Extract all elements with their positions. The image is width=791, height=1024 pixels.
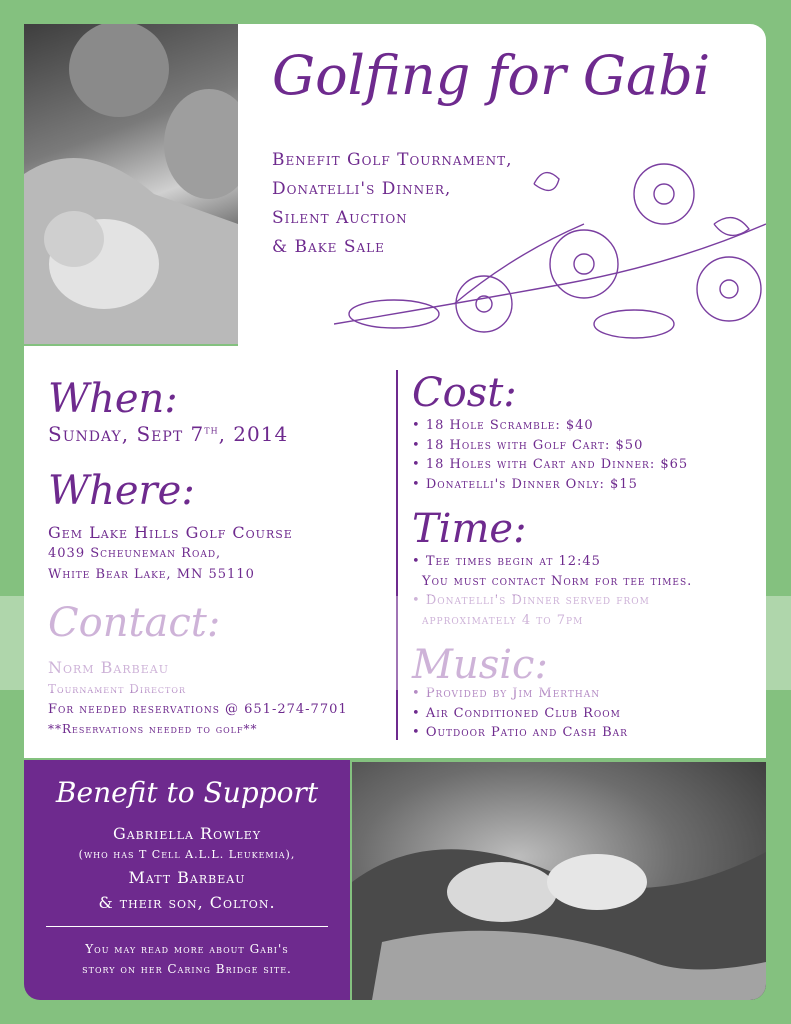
cost-item: • Donatelli's Dinner Only: $15: [412, 475, 688, 495]
date-year: , 2014: [218, 422, 289, 446]
where-heading: Where:: [48, 468, 195, 514]
baby-feet-photo: [352, 762, 766, 1000]
support-heading: Benefit to Support: [55, 776, 319, 809]
music-list: [412, 684, 628, 743]
address-line-1: 4039 Scheuneman Road,: [48, 546, 222, 561]
cost-heading: Cost:: [412, 370, 517, 416]
music-heading: Music:: [412, 642, 548, 688]
music-item: • Provided by Jim Merthan: [412, 684, 628, 704]
support-panel: [24, 760, 350, 1000]
subtitle-line: & Bake Sale: [272, 237, 385, 257]
subtitle-line: Donatelli's Dinner,: [272, 179, 452, 199]
details-panel: [24, 346, 766, 758]
time-item-continued: You must contact Norm for tee times.: [422, 573, 693, 589]
date-main: Sunday, Sept 7: [48, 422, 205, 446]
subtitle-line: Benefit Golf Tournament,: [272, 150, 513, 170]
watermark-band: [0, 596, 791, 690]
family-photo: [24, 24, 238, 344]
support-line-3: Matt Barbeau: [128, 868, 246, 887]
contact-phone: For needed reservations @ 651-274-7701: [48, 702, 348, 717]
support-line-4: & their son, Colton.: [98, 893, 276, 912]
reservation-note: **Reservations needed to golf**: [48, 722, 258, 736]
date-suffix: th: [204, 422, 219, 437]
time-item: • Donatelli's Dinner served from: [412, 591, 692, 611]
contact-name: Norm Barbeau: [48, 658, 169, 677]
support-divider: [46, 926, 328, 927]
family-photo-illustration: [24, 24, 238, 344]
venue-name: Gem Lake Hills Golf Course: [48, 523, 293, 542]
cost-item: • 18 Hole Scramble: $40: [412, 416, 688, 436]
contact-role: Tournament Director: [48, 682, 186, 696]
cherry-blossom-illustration: [334, 154, 766, 346]
event-date: [48, 422, 288, 446]
time-heading: Time:: [412, 506, 527, 552]
support-footer-1: You may read more about Gabi's: [85, 942, 289, 956]
support-line-2: (who has T Cell A.L.L. Leukemia),: [78, 848, 296, 861]
address-line-2: White Bear Lake, MN 55110: [48, 567, 255, 582]
cost-item: • 18 Holes with Golf Cart: $50: [412, 436, 688, 456]
cost-list: [412, 416, 688, 494]
cost-item: • 18 Holes with Cart and Dinner: $65: [412, 455, 688, 475]
title-panel: [238, 24, 766, 346]
music-item: • Air Conditioned Club Room: [412, 704, 628, 724]
contact-heading: Contact:: [48, 600, 221, 646]
music-item: • Outdoor Patio and Cash Bar: [412, 723, 628, 743]
support-footer-2: story on her Caring Bridge site.: [82, 962, 292, 976]
support-line-1: Gabriella Rowley: [112, 824, 262, 843]
baby-feet-illustration: [352, 762, 766, 1000]
subtitle-line: Silent Auction: [272, 208, 408, 228]
when-heading: When:: [48, 376, 178, 422]
time-item-continued: approximately 4 to 7pm: [422, 612, 584, 628]
event-title: Golfing for Gabi: [272, 44, 711, 107]
time-item: • Tee times begin at 12:45: [412, 552, 692, 572]
